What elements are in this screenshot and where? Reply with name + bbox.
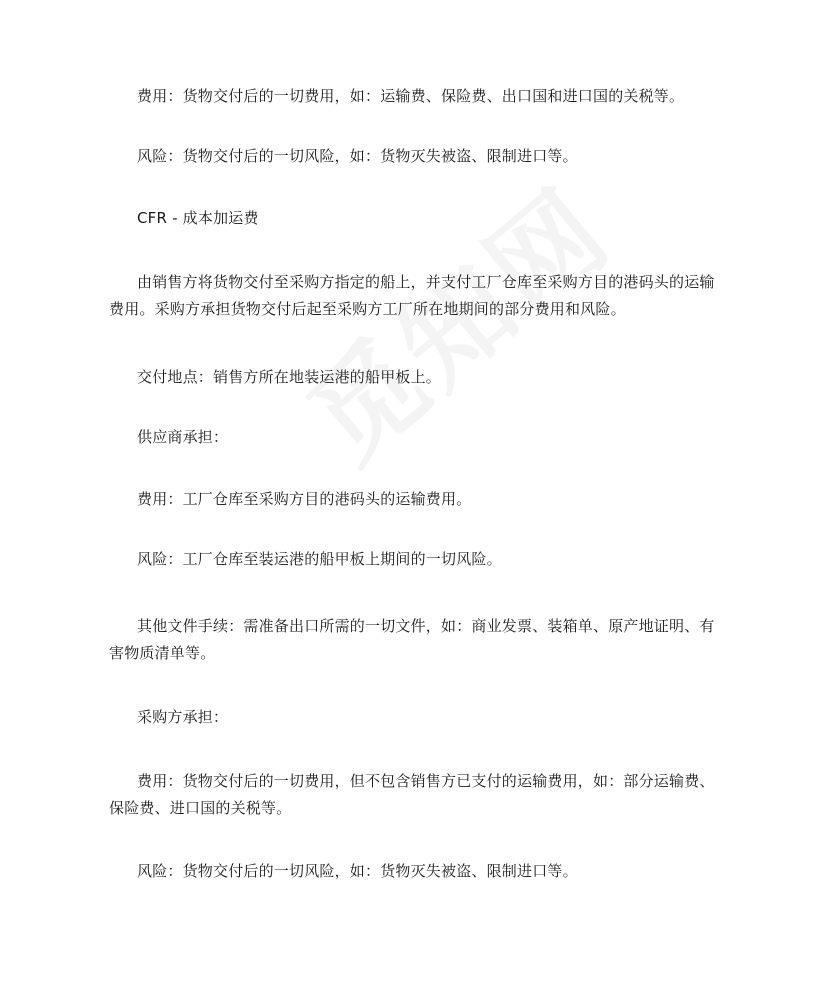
paragraph-buyer-fee: 费用：货物交付后的一切费用，但不包含销售方已支付的运输费用，如：部分运输费、保险费、进口国的关税等。 bbox=[109, 772, 715, 817]
paragraph-supplier-fee: 费用：工厂仓库至采购方目的港码头的运输费用。 bbox=[137, 490, 472, 508]
section-heading-cfr: CFR - 成本加运费 bbox=[137, 209, 259, 227]
paragraph-buyer-risk: 风险：货物交付后的一切风险，如：货物灭失被盗、限制进口等。 bbox=[137, 862, 578, 880]
paragraph-cfr-desc: 由销售方将货物交付至采购方指定的船上，并支付工厂仓库至采购方目的港码头的运输费用。采购方承担货物交付后起至采购方工厂所在地期间的部分费用和风险。 bbox=[109, 273, 715, 318]
paragraph-supplier-risk: 风险：工厂仓库至装运港的船甲板上期间的一切风险。 bbox=[137, 550, 502, 568]
paragraph-other-docs: 其他文件手续：需准备出口所需的一切文件，如：商业发票、装箱单、原产地证明、有害物质清单等。 bbox=[109, 617, 715, 662]
paragraph-supplier-bears: 供应商承担： bbox=[137, 428, 229, 446]
paragraph-fee-1: 费用：货物交付后的一切费用，如：运输费、保险费、出口国和进口国的关税等。 bbox=[137, 87, 685, 105]
paragraph-risk-1: 风险：货物交付后的一切风险，如：货物灭失被盗、限制进口等。 bbox=[137, 147, 578, 165]
paragraph-buyer-bears: 采购方承担： bbox=[137, 708, 229, 726]
paragraph-delivery-place: 交付地点：销售方所在地装运港的船甲板上。 bbox=[137, 368, 442, 386]
